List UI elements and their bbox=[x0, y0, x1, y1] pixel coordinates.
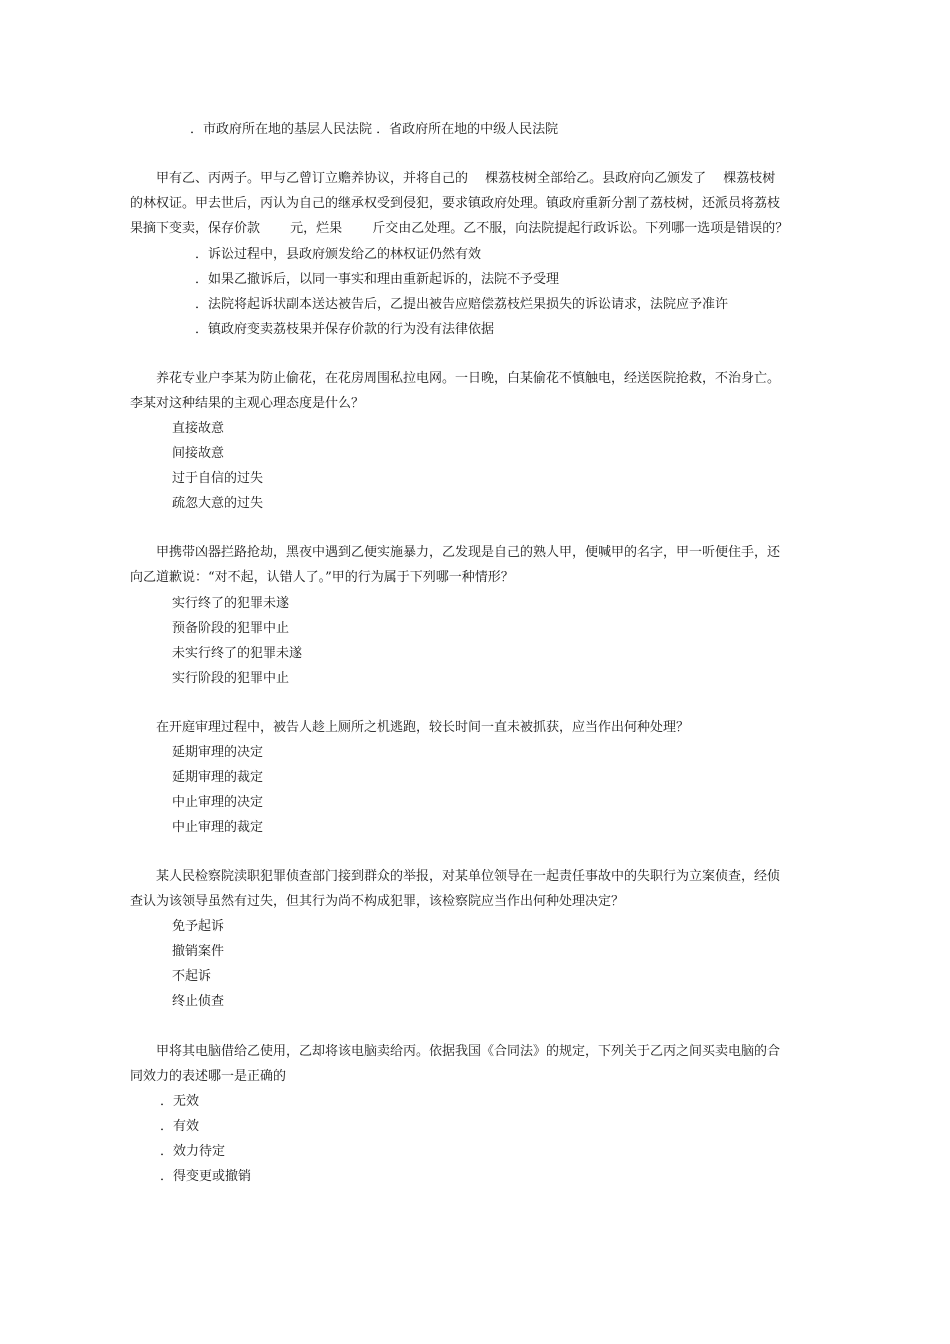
question-text: 某人民检察院渎职犯罪侦查部门接到群众的举报，对某单位领导在一起责任事故中的失职行为立案侦查，经侦 bbox=[130, 869, 781, 884]
option-d: 实行阶段的犯罪中止 bbox=[172, 671, 290, 686]
option-a: 直接故意 bbox=[172, 421, 225, 436]
question-text: 果摘下变卖，保存价款 元，烂果 斤交由乙处理。乙不服，向法院提起行政诉讼。下列哪一选项是错误的？ bbox=[130, 221, 789, 236]
option-a: 实行终了的犯罪未遂 bbox=[172, 596, 290, 611]
option-c: 中止审理的决定 bbox=[172, 795, 264, 810]
option-c: 未实行终了的犯罪未遂 bbox=[172, 646, 303, 661]
option-d: ．得变更或撤销 bbox=[160, 1169, 252, 1184]
option-c: ．效力待定 bbox=[160, 1144, 226, 1159]
option-c: 过于自信的过失 bbox=[172, 471, 264, 486]
question-text: 养花专业户李某为防止偷花，在花房周围私拉电网。一日晚，白某偷花不慎触电，经送医院抢救，不治身亡。 bbox=[130, 371, 781, 386]
question-text: 的林权证。甲去世后，丙认为自己的继承权受到侵犯，要求镇政府处理。镇政府重新分割了荔枝树，还派员将荔枝 bbox=[130, 196, 781, 211]
option-b: 延期审理的裁定 bbox=[172, 770, 264, 785]
option-a: ．诉讼过程中，县政府颁发给乙的林权证仍然有效 bbox=[195, 247, 482, 262]
question-text: 向乙道歉说：“对不起，认错人了。”甲的行为属于下列哪一种情形？ bbox=[130, 570, 514, 585]
option-b: 预备阶段的犯罪中止 bbox=[172, 621, 290, 636]
option-b: ．如果乙撤诉后，以同一事实和理由重新起诉的，法院不予受理 bbox=[195, 272, 560, 287]
question-text: 甲携带凶器拦路抢劫，黑夜中遇到乙便实施暴力，乙发现是自己的熟人甲，便喊甲的名字，甲一听便住手，还 bbox=[130, 545, 781, 560]
question-text: 在开庭审理过程中，被告人趁上厕所之机逃跑，较长时间一直未被抓获，应当作出何种处理？ bbox=[130, 720, 690, 735]
option-d: 疏忽大意的过失 bbox=[172, 496, 264, 511]
option-d: 终止侦查 bbox=[172, 994, 225, 1009]
option-c: 不起诉 bbox=[172, 969, 212, 984]
option-a: 延期审理的决定 bbox=[172, 745, 264, 760]
option-a: ．无效 bbox=[160, 1094, 200, 1109]
question-text: 李某对这种结果的主观心理态度是什么？ bbox=[130, 396, 365, 411]
option-a: 免予起诉 bbox=[172, 919, 225, 934]
option-b: ．有效 bbox=[160, 1119, 200, 1134]
option-b: 间接故意 bbox=[172, 446, 225, 461]
question-text: 同效力的表述哪一是正确的 bbox=[130, 1069, 287, 1084]
option-d: ．镇政府变卖荔枝果并保存价款的行为没有法律依据 bbox=[195, 322, 495, 337]
option-d: 中止审理的裁定 bbox=[172, 820, 264, 835]
previous-question-options: ．市政府所在地的基层人民法院 ．省政府所在地的中级人民法院 bbox=[190, 122, 559, 137]
option-c: ．法院将起诉状副本送达被告后，乙提出被告应赔偿荔枝烂果损失的诉讼请求，法院应予准许 bbox=[195, 297, 729, 312]
question-text: 甲有乙、丙两子。甲与乙曾订立赡养协议，并将自己的 棵荔枝树全部给乙。县政府向乙颁发了 棵荔枝树 bbox=[130, 171, 776, 186]
question-text: 查认为该领导虽然有过失，但其行为尚不构成犯罪，该检察院应当作出何种处理决定？ bbox=[130, 894, 625, 909]
option-b: 撤销案件 bbox=[172, 944, 225, 959]
question-text: 甲将其电脑借给乙使用，乙却将该电脑卖给丙。依据我国《合同法》的规定，下列关于乙丙之间买卖电脑的合 bbox=[130, 1044, 781, 1059]
